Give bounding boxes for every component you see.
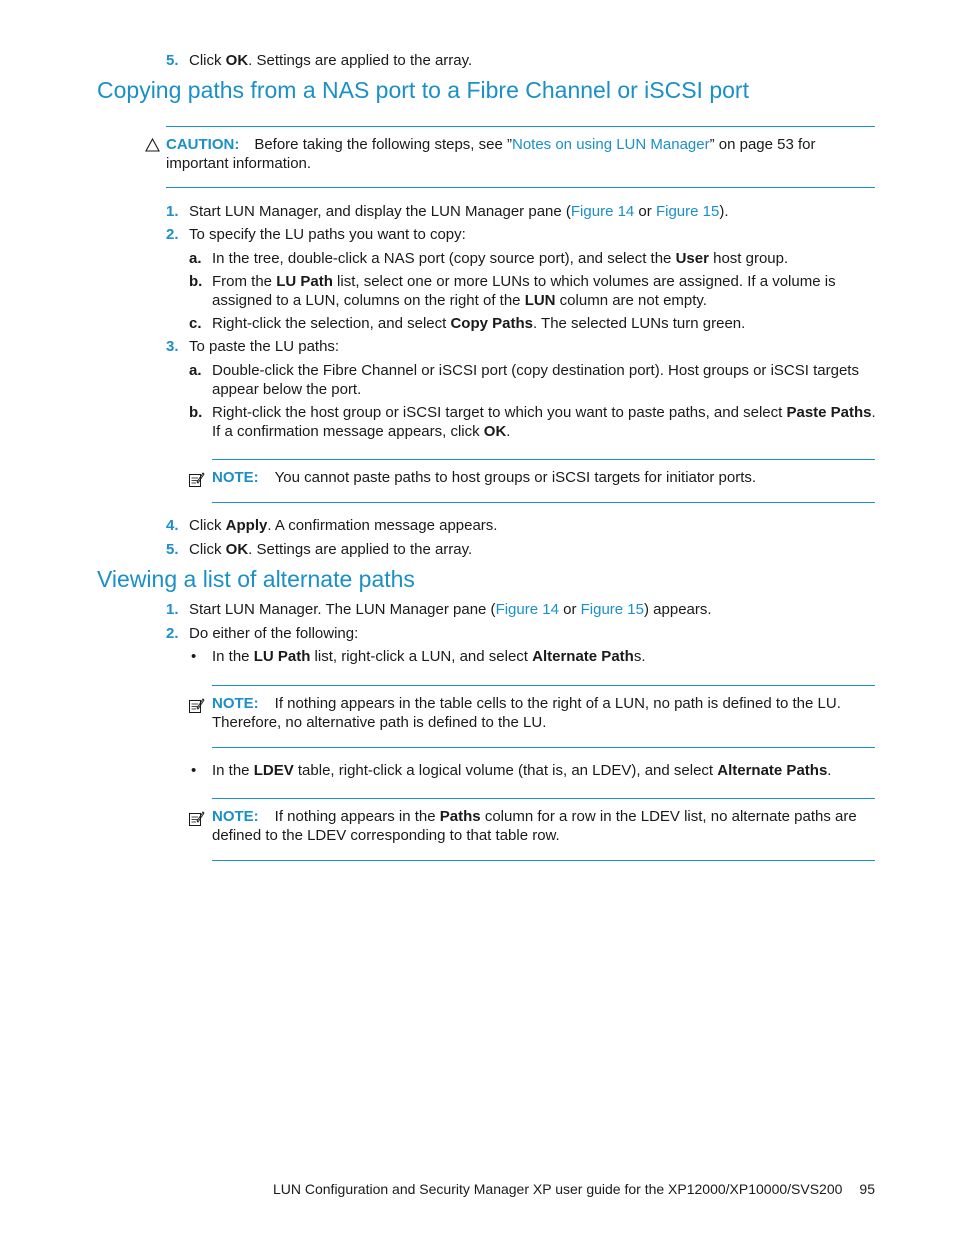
note-label: NOTE: [212, 695, 259, 712]
substep-text-line2: assigned to a LUN, columns on the right of the LUN column are not empty. [212, 292, 707, 309]
substep-letter: b. [189, 273, 203, 290]
substep-text: Double-click the Fibre Channel or iSCSI port (copy destination port). Host groups or iSCSI targets [212, 362, 859, 379]
note-top-rule [212, 459, 875, 460]
step-number: 2. [166, 226, 179, 243]
substep-text: Right-click the host group or iSCSI target to which you want to paste paths, and select Paste Paths. [212, 404, 876, 421]
note-text: NOTE: If nothing appears in the table cells to the right of a LUN, no path is defined to the LU. [212, 695, 841, 712]
note-label: NOTE: [212, 469, 259, 486]
note-text: NOTE: If nothing appears in the Paths column for a row in the LDEV list, no alternate paths are [212, 808, 857, 825]
step-text: To specify the LU paths you want to copy: [189, 226, 466, 243]
step-number: 2. [166, 625, 179, 642]
step-text: Start LUN Manager, and display the LUN Manager pane (Figure 14 or Figure 15). [189, 203, 729, 220]
step-number: 1. [166, 601, 179, 618]
substep-text: In the tree, double-click a NAS port (copy source port), and select the User host group. [212, 250, 789, 267]
footer-title: LUN Configuration and Security Manager XP user guide for the XP12000/XP10000/SVS200 [272, 1181, 843, 1197]
substep-text-line2: If a confirmation message appears, click OK. [212, 423, 511, 440]
caution-link[interactable]: Notes on using LUN Manager [511, 136, 710, 153]
caution-text: CAUTION: Before taking the following steps, see ”Notes on using LUN Manager” on page 53 for [166, 136, 816, 153]
note-bottom-rule [212, 502, 875, 503]
step-text: Click OK. Settings are applied to the array. [189, 541, 473, 558]
step-text: Click Apply. A confirmation message appears. [189, 517, 498, 534]
step-number: 3. [166, 338, 179, 355]
note-top-rule [212, 798, 875, 799]
bullet-mark: • [191, 648, 197, 665]
caution-triangle-icon [145, 138, 160, 157]
note-top-rule [212, 685, 875, 686]
note-pad-icon [188, 697, 205, 719]
page-footer [273, 1180, 875, 1198]
step-number: 1. [166, 203, 179, 220]
step-text: Click OK. Settings are applied to the array. [189, 52, 473, 69]
note-text-line2: defined to the LDEV corresponding to that table row. [212, 827, 560, 844]
caution-top-rule [166, 126, 875, 127]
section-heading: Copying paths from a NAS port to a Fibre Channel or iSCSI port [97, 77, 749, 103]
substep-letter: a. [189, 362, 202, 379]
note-label: NOTE: [212, 808, 259, 825]
bullet-text: In the LDEV table, right-click a logical volume (that is, an LDEV), and select Alternate Paths. [212, 762, 832, 779]
note-pad-icon [188, 471, 205, 493]
step-text: Start LUN Manager. The LUN Manager pane (Figure 14 or Figure 15) appears. [189, 601, 712, 618]
step-number: 4. [166, 517, 179, 534]
bullet-text: In the LU Path list, right-click a LUN, and select Alternate Paths. [212, 648, 646, 665]
figure-link[interactable]: Figure 15 [655, 203, 720, 220]
substep-letter: c. [189, 315, 202, 332]
section-heading: Viewing a list of alternate paths [97, 566, 415, 592]
substep-letter: a. [189, 250, 202, 267]
bullet-mark: • [191, 762, 197, 779]
figure-link[interactable]: Figure 14 [570, 203, 635, 220]
step-number: 5. [166, 541, 179, 558]
substep-text: Right-click the selection, and select Copy Paths. The selected LUNs turn green. [212, 315, 746, 332]
page-number: 95 [859, 1181, 875, 1197]
note-bottom-rule [212, 860, 875, 861]
substep-text-line2: appear below the port. [212, 381, 362, 398]
note-text: NOTE: You cannot paste paths to host groups or iSCSI targets for initiator ports. [212, 469, 757, 486]
step-text: To paste the LU paths: [189, 338, 340, 355]
note-bottom-rule [212, 747, 875, 748]
note-text-line2: Therefore, no alternative path is defined to the LU. [212, 714, 547, 731]
note-pad-icon [188, 810, 205, 832]
figure-link[interactable]: Figure 14 [495, 601, 559, 618]
caution-bottom-rule [166, 187, 875, 188]
step-number: 5. [166, 52, 179, 69]
figure-link[interactable]: Figure 15 [580, 601, 644, 618]
caution-text-line2: important information. [166, 155, 312, 172]
substep-letter: b. [189, 404, 203, 421]
step-text: Do either of the following: [189, 625, 359, 642]
caution-label: CAUTION: [166, 136, 240, 153]
substep-text: From the LU Path list, select one or more LUNs to which volumes are assigned. If a volume is [212, 273, 836, 290]
